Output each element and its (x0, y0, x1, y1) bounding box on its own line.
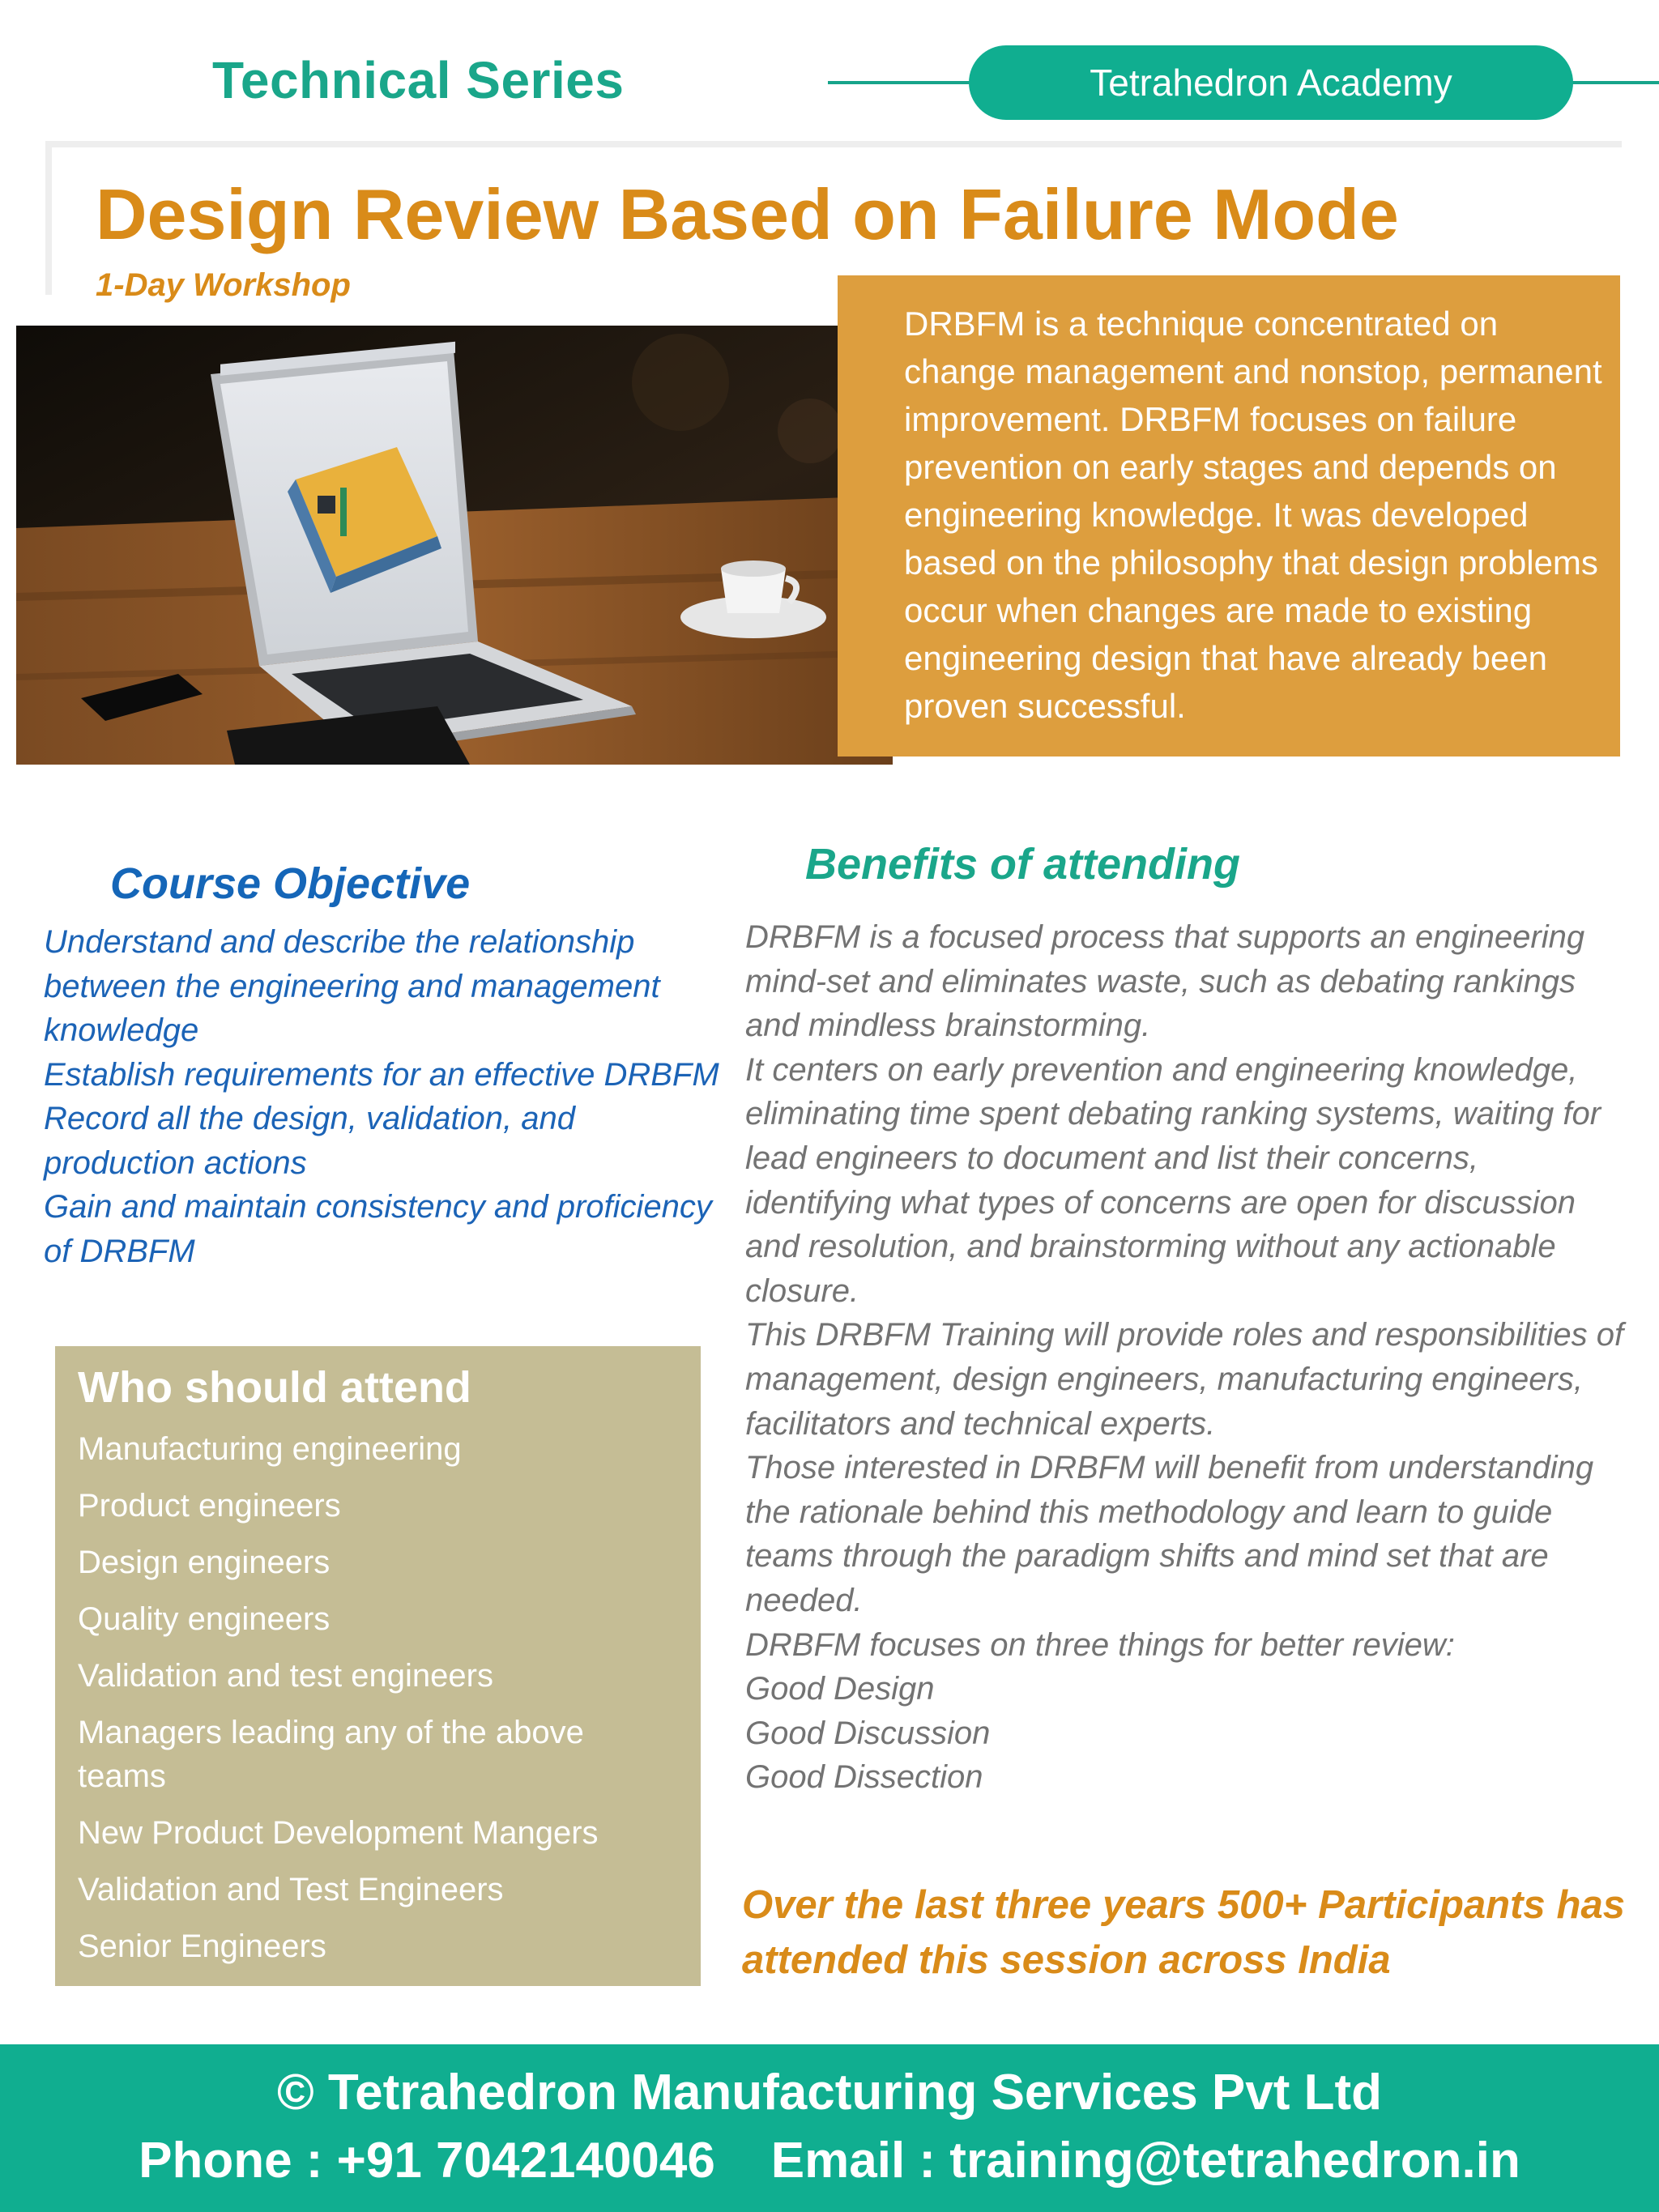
title-frame-top (45, 141, 1622, 147)
benefits-paragraph: It centers on early prevention and engineering knowledge, eliminating time spent debating ranking systems, waiting for lead engineers to document and list their concerns, identifying what types of concerns are open for discussion and resolution, and brainstorming without any actionable closure. (745, 1051, 1601, 1309)
benefits-paragraph: DRBFM focuses on three things for better review: (745, 1626, 1455, 1663)
footer-phone: Phone : +91 7042140046 (139, 2133, 715, 2189)
benefits-text (745, 915, 1628, 1800)
who-should-attend-list (78, 1427, 677, 1981)
objective-item: Record all the design, validation, and production actions (44, 1101, 575, 1181)
laptop-photo (16, 326, 893, 765)
benefits-paragraph: DRBFM is a focused process that supports an engineering mind-set and eliminates waste, such as debating rankings and mindless brainstorming. (745, 919, 1585, 1044)
page-subtitle: 1-Day Workshop (96, 267, 351, 303)
audience-item: Validation and Test Engineers (78, 1872, 504, 1907)
academy-badge: Tetrahedron Academy (969, 45, 1573, 120)
audience-item: Product engineers (78, 1488, 341, 1524)
who-should-attend-heading: Who should attend (78, 1363, 471, 1412)
academy-divider-left (828, 81, 974, 84)
audience-item: Managers leading any of the above teams (78, 1715, 584, 1794)
footer-company: © Tetrahedron Manufacturing Services Pvt Ltd (277, 2065, 1382, 2120)
benefits-point: Good Design (745, 1671, 935, 1707)
audience-item: Manufacturing engineering (78, 1431, 462, 1467)
course-objective-list (44, 920, 724, 1273)
audience-item: Validation and test engineers (78, 1658, 493, 1694)
footer-contact (0, 2132, 1659, 2189)
participants-highlight: Over the last three years 500+ Participants has attended this session across India (742, 1883, 1625, 1982)
intro-text: DRBFM is a technique concentrated on change management and nonstop, permanent improvement. DRBFM focuses on failure prevention on early stages and depends on engineering knowledge. It was developed based on the philosophy that design problems occur when changes are made to existing engineering design that have already been proven successful. (904, 305, 1602, 725)
objective-item: Gain and maintain consistency and proficiency of DRBFM (44, 1189, 712, 1269)
benefits-paragraph: This DRBFM Training will provide roles and responsibilities of management, design engineers, manufacturing engineers, facilitators and technical experts. (745, 1317, 1624, 1442)
audience-item: Senior Engineers (78, 1929, 326, 1964)
footer-email-link[interactable]: Email : training@tetrahedron.in (770, 2133, 1520, 2189)
benefits-heading: Benefits of attending (805, 840, 1240, 889)
title-frame-left (45, 141, 52, 295)
audience-item: Design engineers (78, 1545, 331, 1580)
objective-item: Establish requirements for an effective DRBFM (44, 1056, 719, 1093)
audience-item: New Product Development Mangers (78, 1815, 599, 1851)
academy-divider-right (1563, 81, 1659, 84)
benefits-point: Good Discussion (745, 1715, 991, 1751)
benefits-point: Good Dissection (745, 1759, 983, 1796)
benefits-paragraph: Those interested in DRBFM will benefit from understanding the rationale behind this methodology and learn to guide teams through the paradigm shifts and mind set that are needed. (745, 1450, 1594, 1618)
objective-item: Understand and describe the relationship between the engineering and management knowledge (44, 924, 660, 1048)
course-objective-heading: Course Objective (110, 859, 471, 908)
page-title: Design Review Based on Failure Mode (96, 174, 1399, 254)
audience-item: Quality engineers (78, 1601, 331, 1637)
series-label: Technical Series (212, 51, 625, 109)
